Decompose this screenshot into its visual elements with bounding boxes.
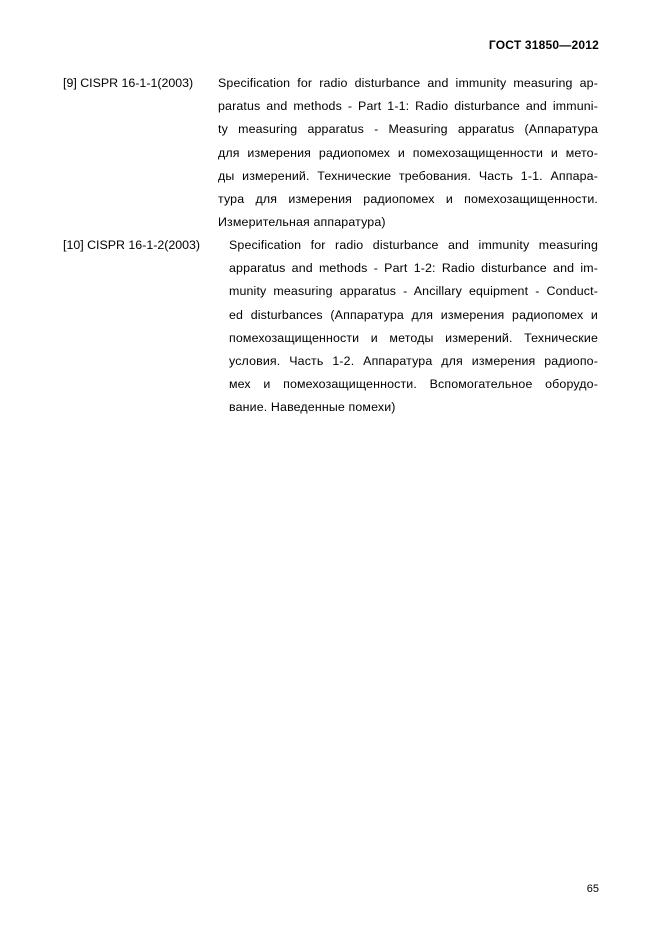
reference-line: ed disturbances (Аппаратура для измерения радиопомех и [229,307,598,322]
reference-entry-10 [63,234,598,420]
reference-line: Specification for radio disturbance and immunity measuring [229,238,598,252]
reference-line: помехозащищенности и методы измерений. Технические [229,330,598,345]
reference-line: apparatus and methods - Part 1-2: Radio disturbance and im- [229,261,598,276]
reference-line: тура для измерения радиопомех и помехозащищенности. [218,192,598,207]
reference-line: условия. Часть 1-2. Аппаратура для измерения радиопо- [229,354,598,369]
reference-line: Измерительная аппаратура) [218,215,386,230]
reference-id: [9] CISPR 16-1-1(2003) [63,76,194,90]
reference-line: ды измерений. Технические требования. Часть 1-1. Аппара- [218,168,598,183]
reference-line: ty measuring apparatus - Measuring apparatus (Аппаратура [218,122,598,137]
reference-description [229,234,598,420]
reference-line: munity measuring apparatus - Ancillary equipment - Conduct- [229,284,598,299]
reference-line: вание. Наведенные помехи) [229,400,396,415]
reference-id: [10] CISPR 16-1-2(2003) [63,238,201,252]
reference-line: Specification for radio disturbance and immunity measuring ap- [218,76,598,90]
reference-line: для измерения радиопомех и помехозащищенности и мето- [218,145,598,160]
page-number: 65 [586,883,599,895]
reference-description [218,72,598,234]
reference-entry-9 [63,72,598,234]
reference-line: мех и помехозащищенности. Вспомогательное оборудо- [229,377,598,392]
reference-line: paratus and methods - Part 1-1: Radio disturbance and immuni- [218,99,598,114]
document-standard-header: ГОСТ 31850—2012 [488,38,599,52]
